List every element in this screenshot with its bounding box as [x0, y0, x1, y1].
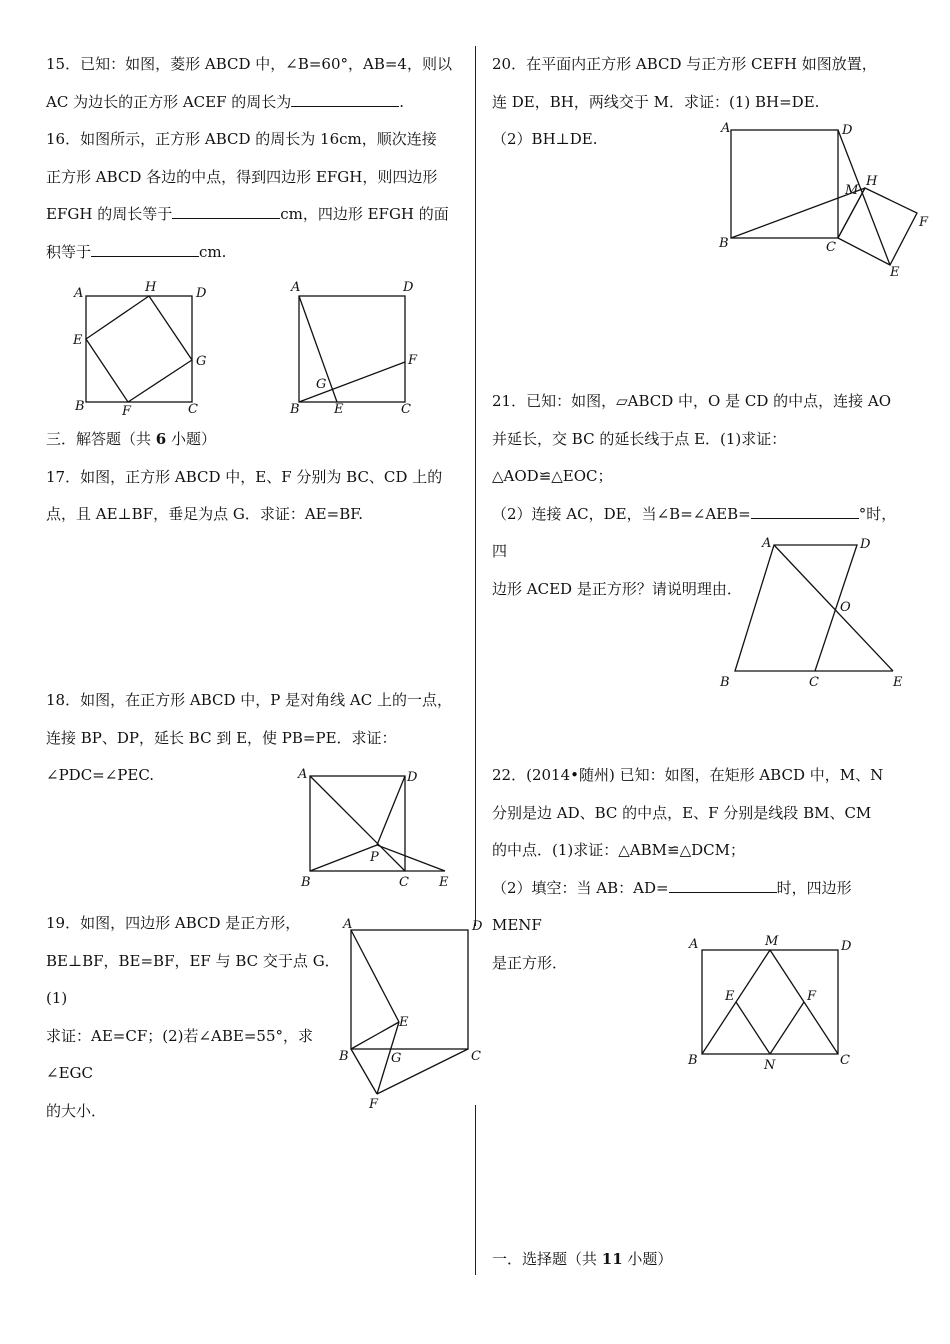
q15-line2: AC 为边长的正方形 ACEF 的周长为 . [46, 84, 460, 122]
label-m: M [845, 183, 859, 198]
square-abcd [351, 930, 468, 1049]
label-d: D [403, 280, 414, 295]
q22-line4: （2）填空：当 AB：AD= 时，四边形 MENF [492, 870, 906, 945]
q18-line1: 18．如图，在正方形 ABCD 中，P 是对角线 AC 上的一点， [46, 691, 452, 709]
q21-line2: 并延长，交 BC 的延长线于点 E．(1)求证：△AOD≌△EOC； [492, 429, 787, 485]
label-b: B [720, 675, 730, 690]
label-a: A [689, 937, 699, 952]
footer-block [492, 1241, 906, 1279]
label-h: H [866, 174, 878, 189]
label-d: D [407, 770, 418, 785]
q20-line1: 20．在平面内正方形 ABCD 与正方形 CEFH 如图放置， [492, 55, 877, 73]
column-divider-lower [475, 1105, 476, 1275]
square-abcd [86, 296, 192, 402]
label-e: E [439, 875, 449, 890]
label-g: G [316, 377, 327, 392]
figure-18 [295, 764, 465, 894]
label-c: C [840, 1053, 850, 1068]
label-c: C [471, 1049, 481, 1064]
quad-efgh [86, 296, 192, 402]
label-b: B [688, 1053, 698, 1068]
label-d: D [860, 537, 871, 552]
label-a: A [762, 536, 772, 551]
label-c: C [809, 675, 819, 690]
label-f: F [122, 404, 132, 419]
label-d: D [472, 919, 483, 934]
label-b: B [290, 402, 300, 417]
answer-blank[interactable] [751, 498, 859, 519]
label-d: D [841, 939, 852, 954]
q19-line3: 求证：AE=CF；(2)若∠ABE=55°，求∠EGC [46, 1026, 314, 1082]
label-a: A [291, 280, 301, 295]
answer-blank[interactable] [291, 86, 399, 107]
figure-16b [285, 278, 435, 418]
q17-line2: 点，且 AE⊥BF，垂足为点 G．求证：AE=BF. [46, 505, 364, 523]
square-abcd [731, 130, 838, 238]
label-b: B [301, 875, 311, 890]
q15-line1: 15．已知：如图，菱形 ABCD 中，∠B=60°，AB=4，则以 [46, 55, 452, 73]
q16-line2: 正方形 ABCD 各边的中点，得到四边形 EFGH，则四边形 [46, 167, 438, 186]
label-m: M [765, 934, 779, 949]
label-g: G [391, 1051, 402, 1066]
label-d: D [842, 123, 853, 138]
section3-block [46, 421, 460, 534]
q17-line1: 17．如图，正方形 ABCD 中，E、F 分别为 BC、CD 上的 [46, 467, 443, 486]
segment-pe [377, 845, 445, 871]
section3-heading: 三．解答题（共 6 小题） [46, 430, 216, 448]
label-c: C [401, 402, 411, 417]
label-e: E [73, 333, 83, 348]
q16-line4: 积等于 cm. [46, 234, 460, 272]
label-h: H [145, 280, 157, 295]
square-abcd [299, 296, 405, 402]
label-e: E [893, 675, 903, 690]
label-e: E [725, 989, 735, 1004]
q22-line3: 的中点．(1)求证：△ABM≌△DCM； [492, 841, 745, 859]
segment-en [736, 1002, 770, 1054]
q21-line3: （2）连接 AC，DE，当∠B=∠AEB= °时，四 [492, 496, 906, 571]
segment-ae [351, 930, 399, 1022]
q19-block [46, 905, 346, 1130]
label-c: C [826, 240, 836, 255]
footer-heading: 一．选择题（共 11 小题） [492, 1250, 673, 1268]
label-a: A [343, 917, 353, 932]
q22-line2: 分别是边 AD、BC 的中点，E、F 分别是线段 BM、CM [492, 803, 872, 822]
column-divider [475, 46, 476, 926]
label-e: E [334, 402, 344, 417]
figure-16a [70, 278, 220, 418]
label-g: G [196, 354, 207, 369]
segment-ae [774, 545, 893, 671]
label-o: O [840, 600, 851, 615]
rectangle-abcd [702, 950, 838, 1054]
answer-blank[interactable] [669, 872, 777, 893]
label-d: D [196, 286, 207, 301]
q20-line2: 连 DE，BH，两线交于 M．求证：(1) BH=DE. [492, 92, 820, 111]
label-a: A [721, 121, 731, 136]
diagonal-ac [310, 776, 405, 871]
parallelogram-abcd [735, 545, 857, 671]
segment-bf [299, 362, 405, 402]
segment-bf [351, 1049, 377, 1094]
label-a: A [74, 286, 84, 301]
label-a: A [298, 767, 308, 782]
q16-line1: 16．如图所示，正方形 ABCD 的周长为 16cm，顺次连接 [46, 130, 437, 148]
figure-21 [716, 533, 911, 693]
square-cefh [838, 188, 917, 265]
label-f: F [807, 989, 817, 1004]
label-b: B [339, 1049, 349, 1064]
label-b: B [719, 236, 729, 251]
q22-line1: 22．(2014•随州) 已知：如图，在矩形 ABCD 中，M、N [492, 766, 884, 784]
segment-nf [770, 1002, 804, 1054]
q19-line4: 的大小． [46, 1101, 107, 1120]
label-b: B [75, 399, 85, 414]
label-c: C [188, 402, 198, 417]
left-column [46, 46, 460, 271]
q21-line1: 21．已知：如图，▱ABCD 中，O 是 CD 的中点，连接 AO [492, 392, 892, 410]
segment-bp [310, 845, 377, 871]
q22-line5: 是正方形． [492, 953, 568, 972]
label-f: F [408, 353, 418, 368]
figure-19 [335, 914, 495, 1114]
q21-line4: 边形 ACED 是正方形？请说明理由． [492, 579, 742, 598]
answer-blank[interactable] [172, 198, 280, 219]
label-f: F [369, 1097, 379, 1112]
label-f: F [919, 215, 929, 230]
label-e: E [890, 265, 900, 280]
label-n: N [764, 1058, 776, 1073]
figure-20 [715, 118, 935, 288]
q18-line2: 连接 BP、DP，延长 BC 到 E，使 PB=PE．求证：∠PDC=∠PEC. [46, 728, 397, 784]
segment-dp [377, 776, 405, 845]
q20-line3: （2）BH⊥DE. [492, 130, 598, 148]
q19-line1: 19．如图，四边形 ABCD 是正方形， [46, 914, 301, 932]
answer-blank[interactable] [91, 236, 199, 257]
label-p: P [370, 850, 379, 865]
q16-line3: EFGH 的周长等于 cm，四边形 EFGH 的面 [46, 196, 460, 234]
figure-22 [685, 932, 860, 1072]
q19-line2: BE⊥BF，BE=BF，EF 与 BC 交于点 G．(1) [46, 951, 340, 1007]
label-c: C [399, 875, 409, 890]
label-e: E [399, 1015, 409, 1030]
